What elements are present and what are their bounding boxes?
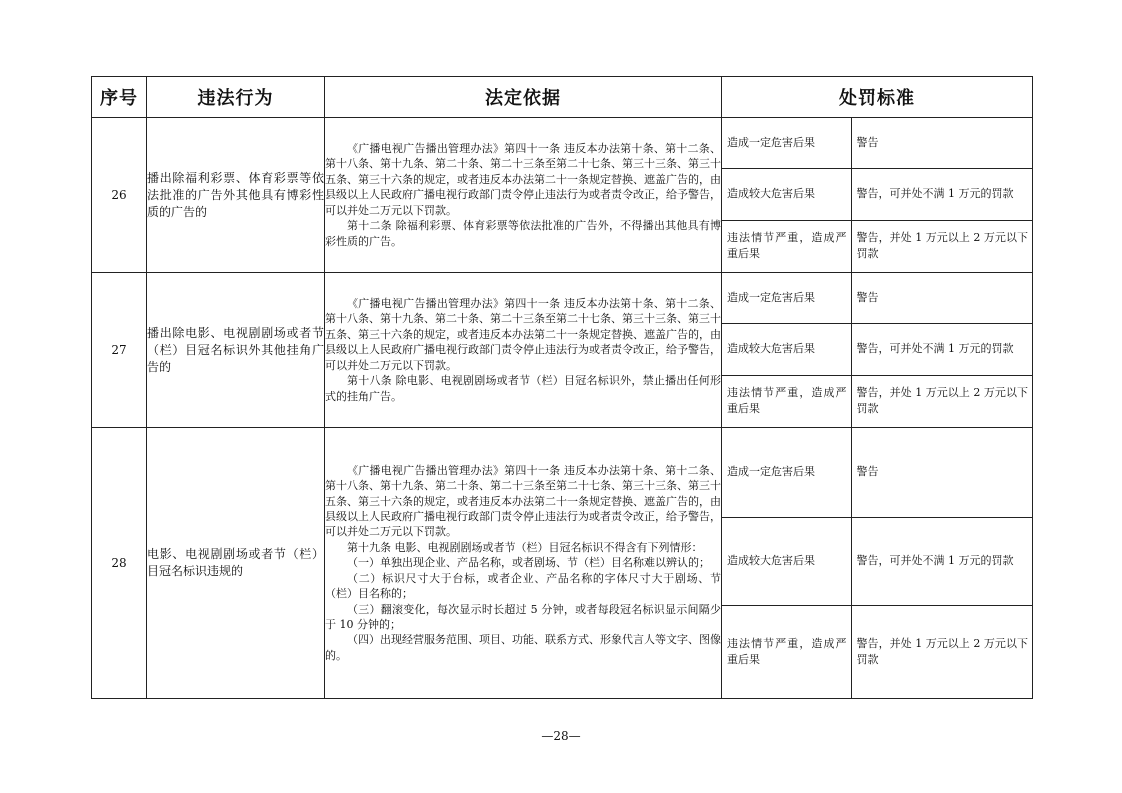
penalty-standard: 警告，可并处不满 1 万元的罚款	[851, 168, 1032, 220]
basis-paragraph: 《广播电视广告播出管理办法》第四十一条 违反本办法第十条、第十二条、第十八条、第十九条、第二十条、第二十三条至第二十七条、第三十三条、第三十五条、第三十六条的规定，或者违反本办法第二十一条规定替换、遮盖广告的，由县级以上人民政府广播电视行政部门责令停止违法行为或者责令改正，给予警告，可以并处二万元以下罚款。	[325, 142, 721, 217]
penalty-level: 违法情节严重，造成严重后果	[722, 375, 851, 427]
penalty-row	[722, 168, 1032, 220]
penalty-level: 违法情节严重，造成严重后果	[722, 605, 851, 698]
table-row	[92, 273, 1033, 428]
row-seq: 26	[92, 118, 147, 273]
penalty-row	[722, 517, 1032, 605]
row-basis	[325, 273, 722, 428]
penalty-standard: 警告	[851, 118, 1032, 168]
penalty-row	[722, 220, 1032, 272]
basis-paragraph: 《广播电视广告播出管理办法》第四十一条 违反本办法第十条、第十二条、第十八条、第十九条、第二十条、第二十三条至第二十七条、第三十三条、第三十五条、第三十六条的规定，或者违反本办法第二十一条规定替换、遮盖广告的，由县级以上人民政府广播电视行政部门责令停止违法行为或者责令改正，给予警告，可以并处二万元以下罚款。	[325, 463, 721, 539]
table-header-row	[92, 77, 1033, 118]
penalty-level: 造成一定危害后果	[722, 118, 851, 168]
penalty-level: 造成较大危害后果	[722, 168, 851, 220]
row-penalties	[722, 428, 1033, 699]
penalty-standard: 警告，并处 1 万元以上 2 万元以下罚款	[851, 605, 1032, 698]
row-act: 电影、电视剧剧场或者节（栏）目冠名标识违规的	[147, 428, 325, 699]
penalty-level: 造成一定危害后果	[722, 273, 851, 323]
basis-paragraph: 第十八条 除电影、电视剧剧场或者节（栏）目冠名标识外，禁止播出任何形式的挂角广告。	[325, 374, 721, 403]
row-seq: 28	[92, 428, 147, 699]
penalty-standard: 警告	[851, 428, 1032, 517]
header-basis: 法定依据	[325, 77, 722, 118]
penalty-standard: 警告，可并处不满 1 万元的罚款	[851, 323, 1032, 375]
penalty-level: 违法情节严重，造成严重后果	[722, 220, 851, 272]
penalty-row	[722, 605, 1032, 698]
penalty-level: 造成较大危害后果	[722, 323, 851, 375]
row-penalties	[722, 118, 1033, 273]
penalty-level: 造成一定危害后果	[722, 428, 851, 517]
penalty-standard: 警告，可并处不满 1 万元的罚款	[851, 517, 1032, 605]
penalty-row	[722, 375, 1032, 427]
penalty-row	[722, 118, 1032, 168]
basis-paragraph: （三）翻滚变化，每次显示时长超过 5 分钟，或者每段冠名标识显示间隔少于 10 分钟的；	[325, 602, 721, 631]
basis-paragraph: （二）标识尺寸大于台标，或者企业、产品名称的字体尺寸大于剧场、节（栏）目名称的；	[325, 571, 721, 601]
basis-paragraph: （一）单独出现企业、产品名称，或者剧场、节（栏）目名称难以辨认的；	[347, 556, 710, 570]
header-act: 违法行为	[147, 77, 325, 118]
basis-paragraph: 第十二条 除福利彩票、体育彩票等依法批准的广告外，不得播出其他具有博彩性质的广告。	[325, 219, 721, 248]
row-act: 播出除福利彩票、体育彩票等依法批准的广告外其他具有博彩性质的广告的	[147, 118, 325, 273]
row-basis	[325, 118, 722, 273]
penalty-level: 造成较大危害后果	[722, 517, 851, 605]
row-act: 播出除电影、电视剧剧场或者节（栏）目冠名标识外其他挂角广告的	[147, 273, 325, 428]
row-penalties	[722, 273, 1033, 428]
penalty-row	[722, 428, 1032, 517]
penalty-row	[722, 323, 1032, 375]
penalty-row	[722, 273, 1032, 323]
penalty-standard: 警告，并处 1 万元以上 2 万元以下罚款	[851, 375, 1032, 427]
table-row	[92, 428, 1033, 699]
basis-paragraph: （四）出现经营服务范围、项目、功能、联系方式、形象代言人等文字、图像的。	[325, 633, 721, 662]
penalty-table	[91, 76, 1033, 699]
header-penalty: 处罚标准	[722, 77, 1033, 118]
table-row	[92, 118, 1033, 273]
row-seq: 27	[92, 273, 147, 428]
penalty-standard: 警告，并处 1 万元以上 2 万元以下罚款	[851, 220, 1032, 272]
basis-paragraph: 《广播电视广告播出管理办法》第四十一条 违反本办法第十条、第十二条、第十八条、第十九条、第二十条、第二十三条至第二十七条、第三十三条、第三十五条、第三十六条的规定，或者违反本办法第二十一条规定替换、遮盖广告的，由县级以上人民政府广播电视行政部门责令停止违法行为或者责令改正，给予警告，可以并处二万元以下罚款。	[325, 297, 721, 372]
header-seq: 序号	[92, 77, 147, 118]
basis-paragraph: 第十九条 电影、电视剧剧场或者节（栏）目冠名标识不得含有下列情形：	[347, 540, 703, 554]
page-number: —28—	[541, 729, 581, 743]
penalty-standard: 警告	[851, 273, 1032, 323]
row-basis	[325, 428, 722, 699]
